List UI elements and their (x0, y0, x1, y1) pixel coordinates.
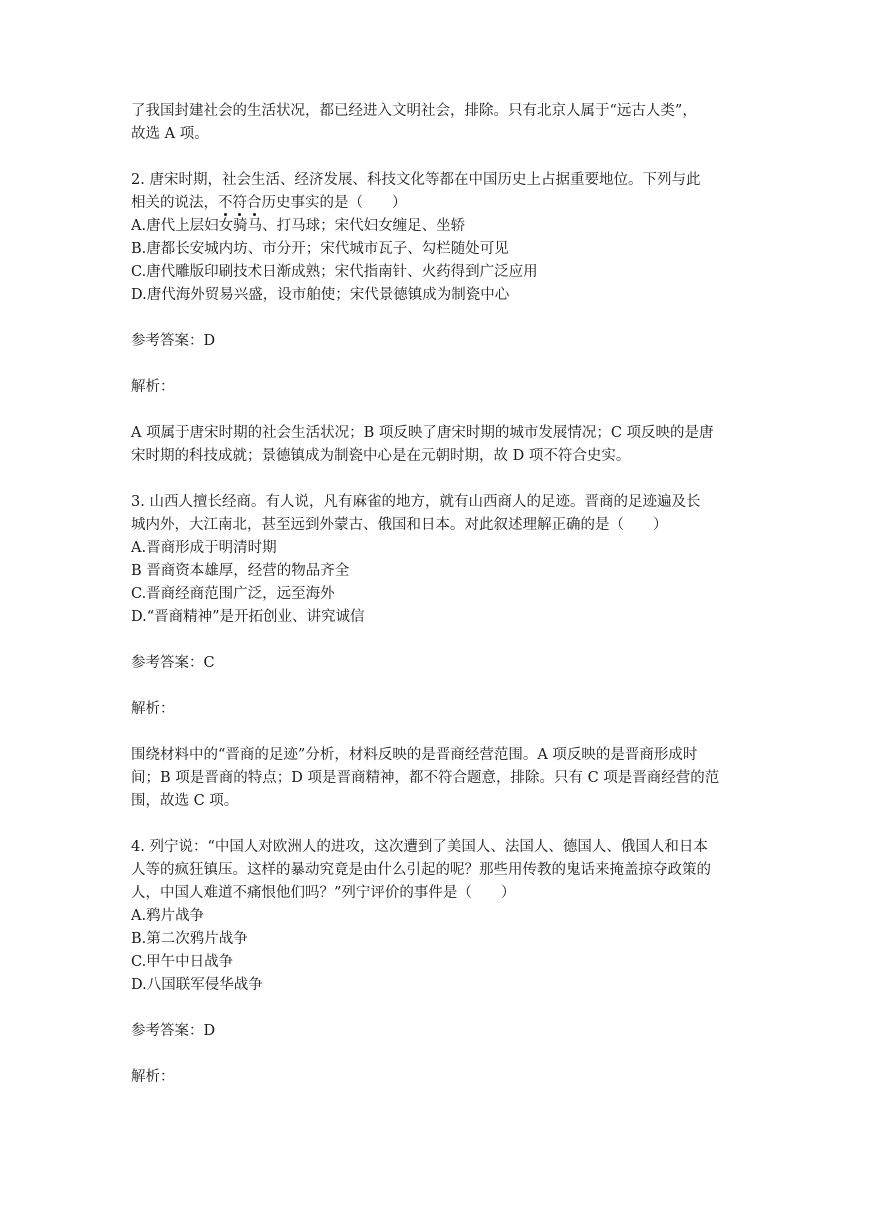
answer-line: 参考答案：D (131, 333, 216, 349)
question-stem: 人，中国人难道不痛恨他们吗？”列宁评价的事件是（ ） (131, 885, 516, 901)
text-line: 宋时期的科技成就；景德镇成为制瓷中心是在元朝时期，故 D 项不符合史实。 (131, 448, 631, 464)
option-c: C.唐代雕版印刷技术日渐成熟；宋代指南针、火药得到广泛应用 (131, 264, 538, 280)
analysis-label: 解析： (131, 379, 175, 395)
text-line: 故选 A 项。 (131, 126, 209, 142)
text-line: A 项属于唐宋时期的社会生活状况；B 项反映了唐宋时期的城市发展情况；C 项反映的是唐 (131, 425, 714, 441)
question-stem: 2. 唐宋时期，社会生活、经济发展、科技文化等都在中国历史上占据重要地位。下列与此 (131, 172, 701, 188)
question-2 (131, 169, 743, 307)
emphasis-char: 符 (232, 195, 247, 211)
analysis-text (131, 744, 743, 813)
analysis-label: 解析： (131, 701, 175, 717)
answer-line: 参考答案：D (131, 1023, 216, 1039)
option-d: D.“晋商精神”是开拓创业、讲究诚信 (131, 609, 365, 625)
option-b: B.第二次鸦片战争 (131, 931, 248, 947)
option-c: C.晋商经商范围广泛，远至海外 (131, 586, 335, 602)
option-d: D.唐代海外贸易兴盛，设市舶使；宋代景德镇成为制瓷中心 (131, 287, 510, 303)
option-a: A.唐代上层妇女骑马、打马球；宋代妇女缠足、坐轿 (131, 218, 466, 234)
emphasis-char: 不 (218, 195, 233, 211)
question-stem: 3. 山西人擅长经商。有人说，凡有麻雀的地方，就有山西商人的足迹。晋商的足迹遍及长 (131, 494, 701, 510)
previous-analysis-tail (131, 100, 743, 146)
question-3 (131, 491, 743, 629)
question-stem: 人等的疯狂镇压。这样的暴动究竟是由什么引起的呢？那些用传教的鬼话来掩盖掠夺政策的 (131, 862, 711, 878)
question-4 (131, 836, 743, 997)
document-page (131, 100, 743, 1089)
text-line: 围绕材料中的“晋商的足迹”分析，材料反映的是晋商经营范围。A 项反映的是晋商形成时 (131, 747, 698, 763)
question-stem: 城内外，大江南北，甚至远到外蒙古、俄国和日本。对此叙述理解正确的是（ ） (131, 517, 668, 533)
stem-text: 相关的说法， (131, 195, 218, 211)
option-a: A.晋商形成于明清时期 (131, 540, 277, 556)
emphasis-char: 合 (247, 195, 262, 211)
question-stem (131, 192, 743, 215)
option-b: B.唐都长安城内坊、市分开；宋代城市瓦子、勾栏随处可见 (131, 241, 509, 257)
option-b: B 晋商资本雄厚，经营的物品齐全 (131, 563, 350, 579)
option-d: D.八国联军侵华战争 (131, 977, 263, 993)
stem-text: 历史事实的是（ ） (261, 195, 407, 211)
analysis-label: 解析： (131, 1069, 175, 1085)
option-a: A.鸦片战争 (131, 908, 205, 924)
question-stem: 4. 列宁说：“中国人对欧洲人的进攻，这次遭到了美国人、法国人、德国人、俄国人和日本 (131, 839, 708, 855)
answer-line: 参考答案：C (131, 655, 215, 671)
text-line: 围，故选 C 项。 (131, 793, 239, 809)
analysis-text (131, 422, 743, 468)
option-c: C.甲午中日战争 (131, 954, 234, 970)
text-line: 间；B 项是晋商的特点；D 项是晋商精神，都不符合题意，排除。只有 C 项是晋商经营的范 (131, 770, 720, 786)
text-line: 了我国封建社会的生活状况，都已经进入文明社会，排除。只有北京人属于“远古人类”， (131, 103, 697, 119)
